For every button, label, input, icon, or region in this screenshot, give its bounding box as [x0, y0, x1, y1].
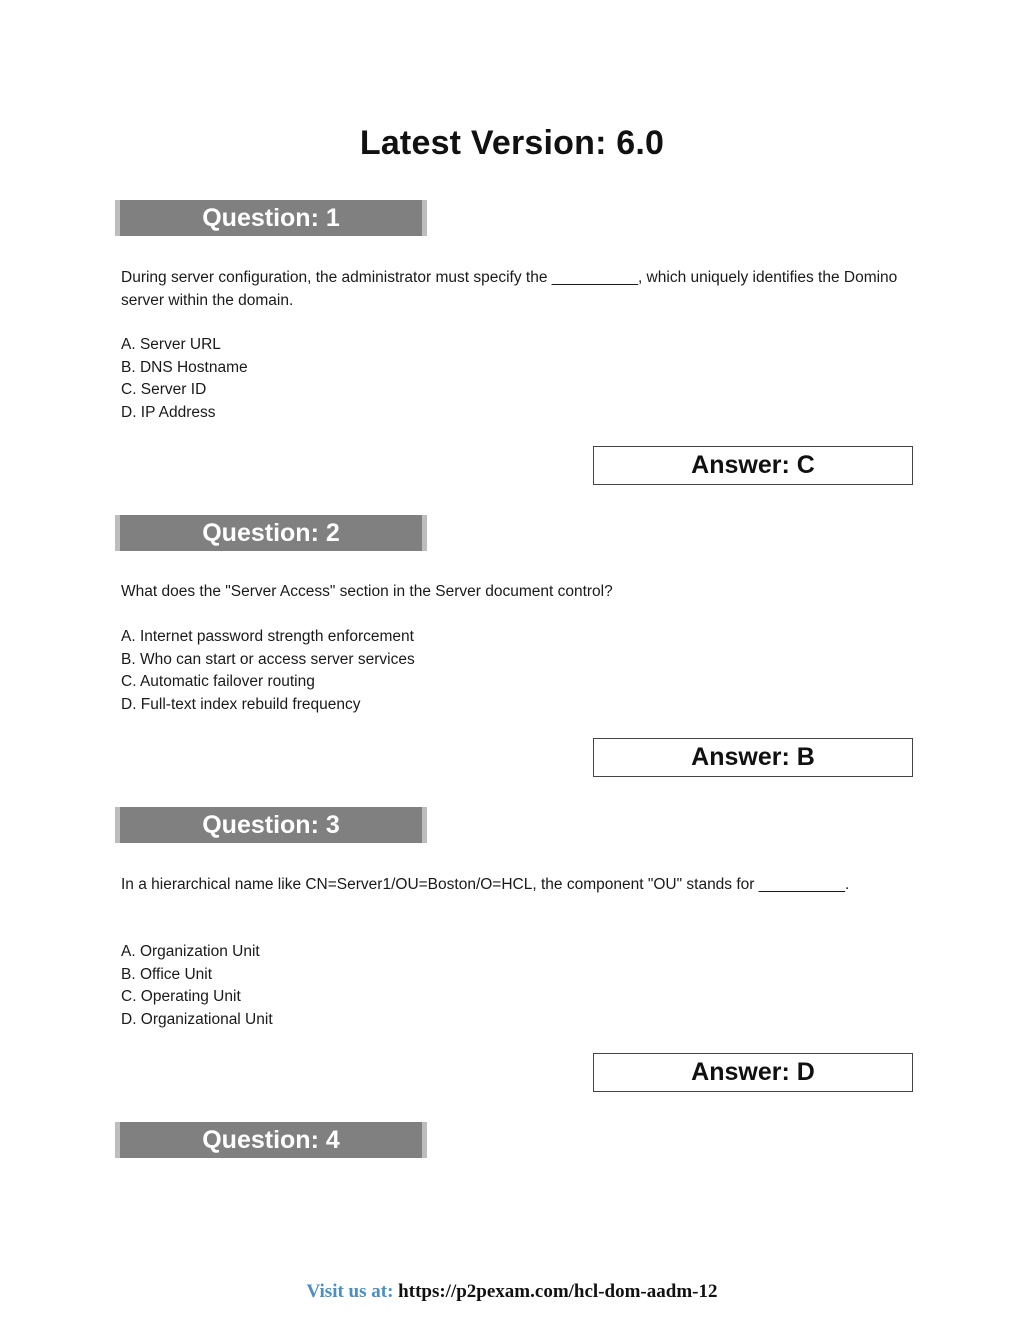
question-4-header	[115, 1122, 427, 1158]
footer-visit-label: Visit us at:	[306, 1281, 394, 1302]
question-3-answer: Answer: D	[593, 1053, 913, 1092]
question-2-header	[115, 515, 427, 551]
question-3-label: Question: 3	[202, 810, 340, 839]
question-1-text	[121, 267, 901, 312]
option-b: B. Who can start or access server services	[121, 650, 415, 668]
question-1-label: Question: 1	[202, 203, 340, 232]
question-1-header	[115, 200, 427, 236]
footer-url-link[interactable]: https://p2pexam.com/hcl-dom-aadm-12	[398, 1281, 718, 1302]
option-c: C. Operating Unit	[121, 988, 241, 1005]
question-3-text	[121, 874, 901, 897]
question-1-answer: Answer: C	[593, 446, 913, 485]
option-c: C. Server ID	[121, 381, 207, 398]
option-a: A. Organization Unit	[121, 943, 260, 960]
option-d: D. Full-text index rebuild frequency	[121, 695, 361, 713]
question-1-options	[121, 334, 248, 424]
option-a: A. Server URL	[121, 336, 221, 353]
question-2-options	[121, 626, 415, 716]
question-2-stem: What does the "Server Access" section in the Server document control?	[121, 583, 613, 600]
question-4-label: Question: 4	[202, 1125, 340, 1154]
question-3-stem: In a hierarchical name like CN=Server1/OU=Boston/O=HCL, the component "OU" stands for __________.	[121, 876, 850, 893]
option-c: C. Automatic failover routing	[121, 673, 315, 690]
question-3-header	[115, 807, 427, 843]
question-2-text	[121, 581, 901, 604]
page-title: Latest Version: 6.0	[359, 124, 665, 162]
option-b: B. Office Unit	[121, 965, 213, 983]
question-2-label: Question: 2	[202, 518, 340, 547]
option-b: B. DNS Hostname	[121, 358, 248, 376]
footer	[0, 1281, 1024, 1303]
option-d: D. IP Address	[121, 403, 216, 421]
question-2-answer: Answer: B	[593, 738, 913, 777]
option-d: D. Organizational Unit	[121, 1010, 273, 1028]
option-a: A. Internet password strength enforcement	[121, 628, 414, 645]
question-3-options	[121, 941, 273, 1031]
question-1-stem: During server configuration, the administrator must specify the __________, which uniquely identifies the Domino server within the domain.	[121, 269, 898, 309]
